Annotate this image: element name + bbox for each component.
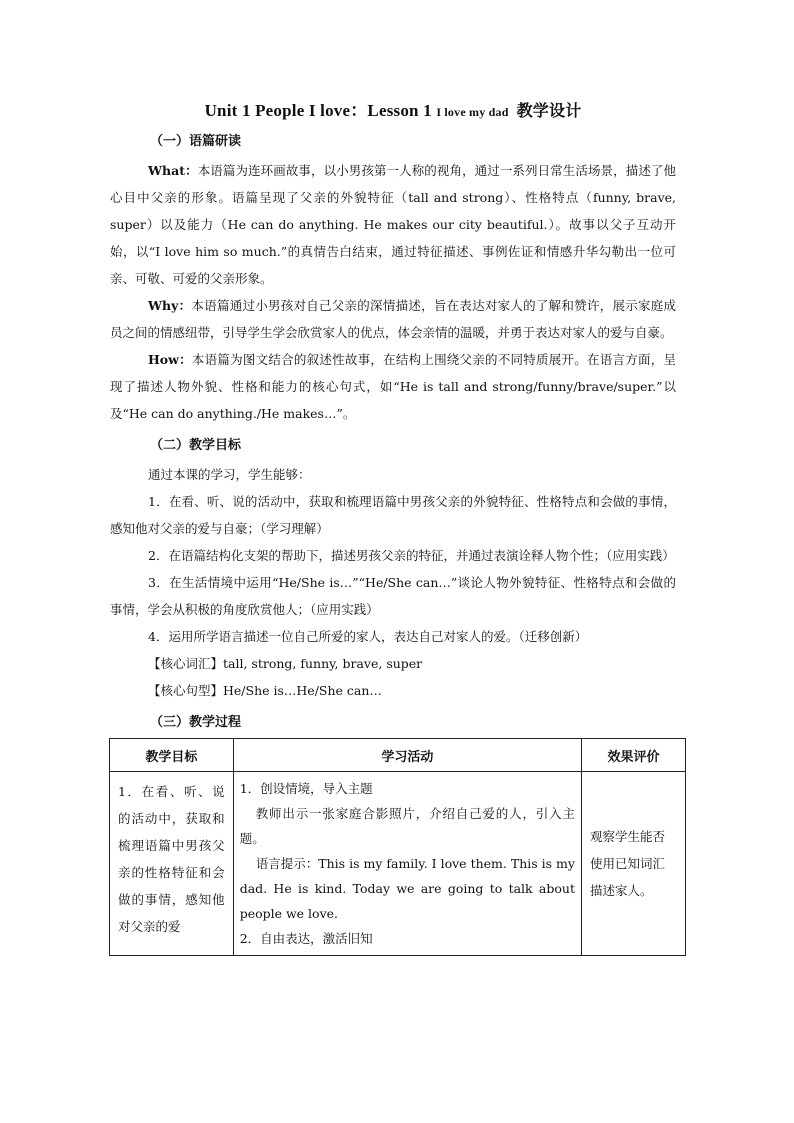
objective-item: 2．在语篇结构化支架的帮助下，描述男孩父亲的特征，并通过表演诠释人物个性；（应用实践） (148, 548, 675, 563)
objective-item: 1．在看、听、说的活动中，获取和梳理语篇中男孩父亲的外貌特征、性格特点和会做的事情，感知他对父亲的爱与自豪；（学习理解） (110, 494, 676, 536)
how-text: 本语篇为图文结合的叙述性故事，在结构上围绕父亲的不同特质展开。在语言方面，呈现了描述人物外貌、性格和能力的核心句式，如“He is tall and strong/funny/brave/super.”以及“He can do anything./He makes…”。 (110, 352, 676, 421)
table-header-row (110, 739, 686, 772)
objectives-intro: 通过本课的学习，学生能够： (148, 467, 311, 482)
why-text: 本语篇通过小男孩对自己父亲的深情描述，旨在表达对家人的了解和赞许，展示家庭成员之间的情感纽带，引导学生学会欣赏家人的优点，体会亲情的温暖，并勇于表达对家人的爱与自豪。 (110, 298, 676, 340)
how-paragraph (110, 346, 676, 427)
activity-step1-prompt: 语言提示：This is my family. I love them. This is my dad. He is kind. Today we are going to talk about people we love. (239, 856, 575, 921)
section2-heading: （二）教学目标 (150, 438, 242, 453)
title-sub: I love my dad (436, 105, 509, 119)
document-body (110, 96, 676, 956)
section1-heading: （一）语篇研读 (150, 134, 242, 149)
what-paragraph (110, 157, 676, 292)
activity-step1-text: 教师出示一张家庭合影照片，介绍自己爱的人，引入主题。 (239, 806, 575, 846)
table-header: 学习活动 (233, 739, 581, 772)
how-label: How： (148, 352, 192, 367)
activity-step2: 2．自由表达，激活旧知 (239, 931, 373, 946)
table-header: 效果评价 (581, 739, 685, 772)
why-label: Why： (148, 298, 192, 313)
page-title (110, 96, 676, 121)
activity-cell (233, 772, 581, 956)
core-sentence: 【核心句型】He/She is…He/She can… (148, 683, 382, 698)
section3-heading: （三）教学过程 (150, 715, 242, 730)
title-main: Unit 1 People I love：Lesson 1 (204, 101, 437, 120)
objective-item: 3．在生活情境中运用“He/She is…”“He/She can…”谈论人物外貌特征、性格特点和会做的事情，学会从积极的角度欣赏他人；（应用实践） (110, 575, 676, 617)
what-text: 本语篇为连环画故事，以小男孩第一人称的视角，通过一系列日常生活场景，描述了他心目中父亲的形象。语篇呈现了父亲的外貌特征（tall and strong）、性格特点（funny, brave, super）以及能力（He can do anything. He makes our city beautiful.）。故事以父子互动开始，以“I love him so much.”的真情告白结束，通过特征描述、事例佐证和情感升华勾勒出一位可亲、可敬、可爱的父亲形象。 (110, 163, 676, 286)
table-header: 教学目标 (110, 739, 234, 772)
what-label: What： (148, 163, 198, 178)
title-cn: 教学设计 (516, 103, 582, 120)
activity-step1: 1．创设情境，导入主题 (239, 781, 373, 796)
table-row (110, 772, 686, 956)
core-vocab: 【核心词汇】tall, strong, funny, brave, super (148, 656, 423, 671)
goal-cell: 1．在看、听、说的活动中，获取和梳理语篇中男孩父亲的性格特征和会做的事情，感知他对父亲的爱 (110, 772, 234, 956)
process-table (109, 738, 686, 956)
objective-item: 4．运用所学语言描述一位自己所爱的家人，表达自己对家人的爱。（迁移创新） (148, 629, 588, 644)
eval-cell: 观察学生能否使用已知词汇描述家人。 (581, 772, 685, 956)
why-paragraph (110, 292, 676, 346)
